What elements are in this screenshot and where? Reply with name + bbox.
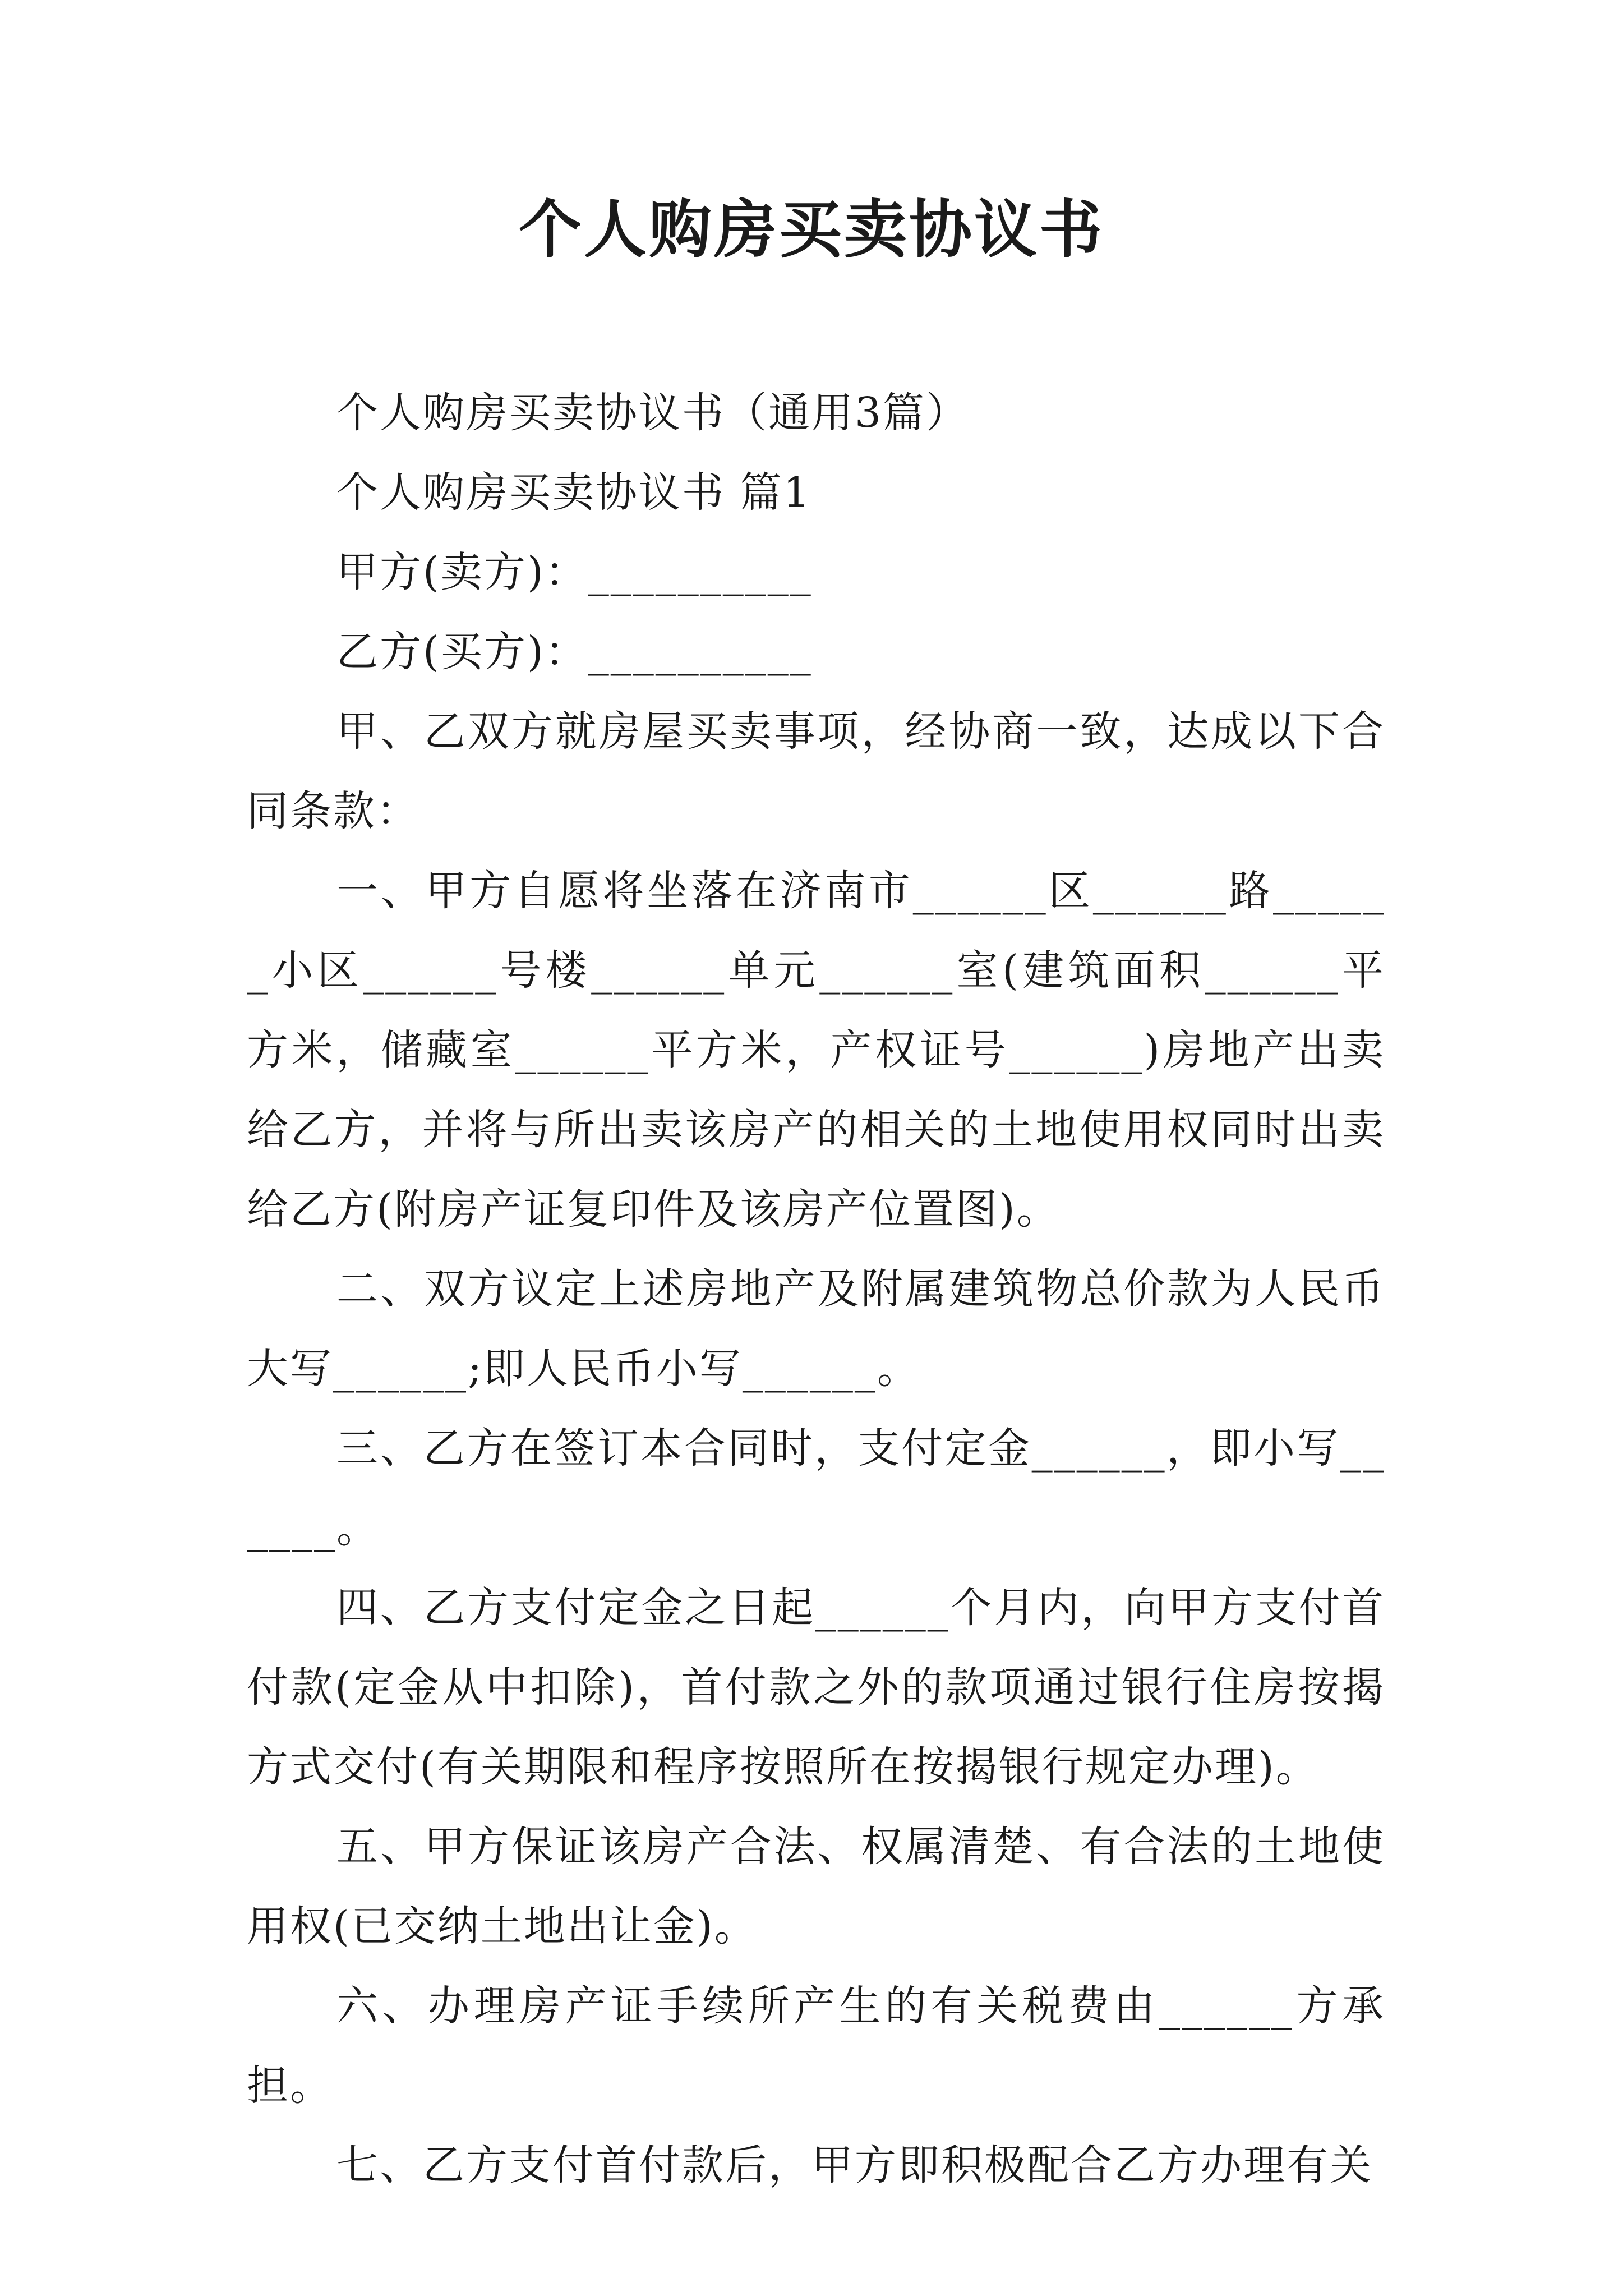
preamble-paragraph: 甲、乙双方就房屋买卖事项，经协商一致，达成以下合同条款： [247,707,1385,835]
clause-1: 一、甲方自愿将坐落在济南市______区______路______小区______号楼______单元______室(建筑面积______平方米，储藏室______平方米，产权证号______)房地产出卖给乙方，并将与所出卖该房产的相关的土地使用权同时出卖给乙方(附房产证复印件及该房产位置图)。 [247,867,1385,1234]
clause-4: 四、乙方支付定金之日起______个月内，向甲方支付首付款(定金从中扣除)，首付款之外的款项通过银行住房按揭方式交付(有关期限和程序按照所在按揭银行规定办理)。 [247,1584,1385,1791]
clause-5: 五、甲方保证该房产合法、权属清楚、有合法的土地使用权(已交纳土地出让金)。 [247,1823,1385,1950]
party-a-line: 甲方(卖方)：__________ [336,548,813,596]
clause-2: 二、双方议定上述房地产及附属建筑物总价款为人民币大写______;即人民币小写______。 [247,1265,1385,1393]
document-title: 个人购房买卖协议书 [519,193,1104,266]
clause-7: 七、乙方支付首付款后，甲方即积极配合乙方办理有关 [336,2141,1373,2189]
party-b-line: 乙方(买方)：__________ [336,628,813,676]
clause-3: 三、乙方在签订本合同时，支付定金______，即小写______。 [247,1424,1385,1552]
subtitle-line: 个人购房买卖协议书（通用3篇） [336,389,970,437]
document-body [247,373,1385,2205]
section-heading: 个人购房买卖协议书 篇1 [336,468,811,517]
clause-6: 六、办理房产证手续所产生的有关税费由______方承担。 [247,1982,1385,2110]
